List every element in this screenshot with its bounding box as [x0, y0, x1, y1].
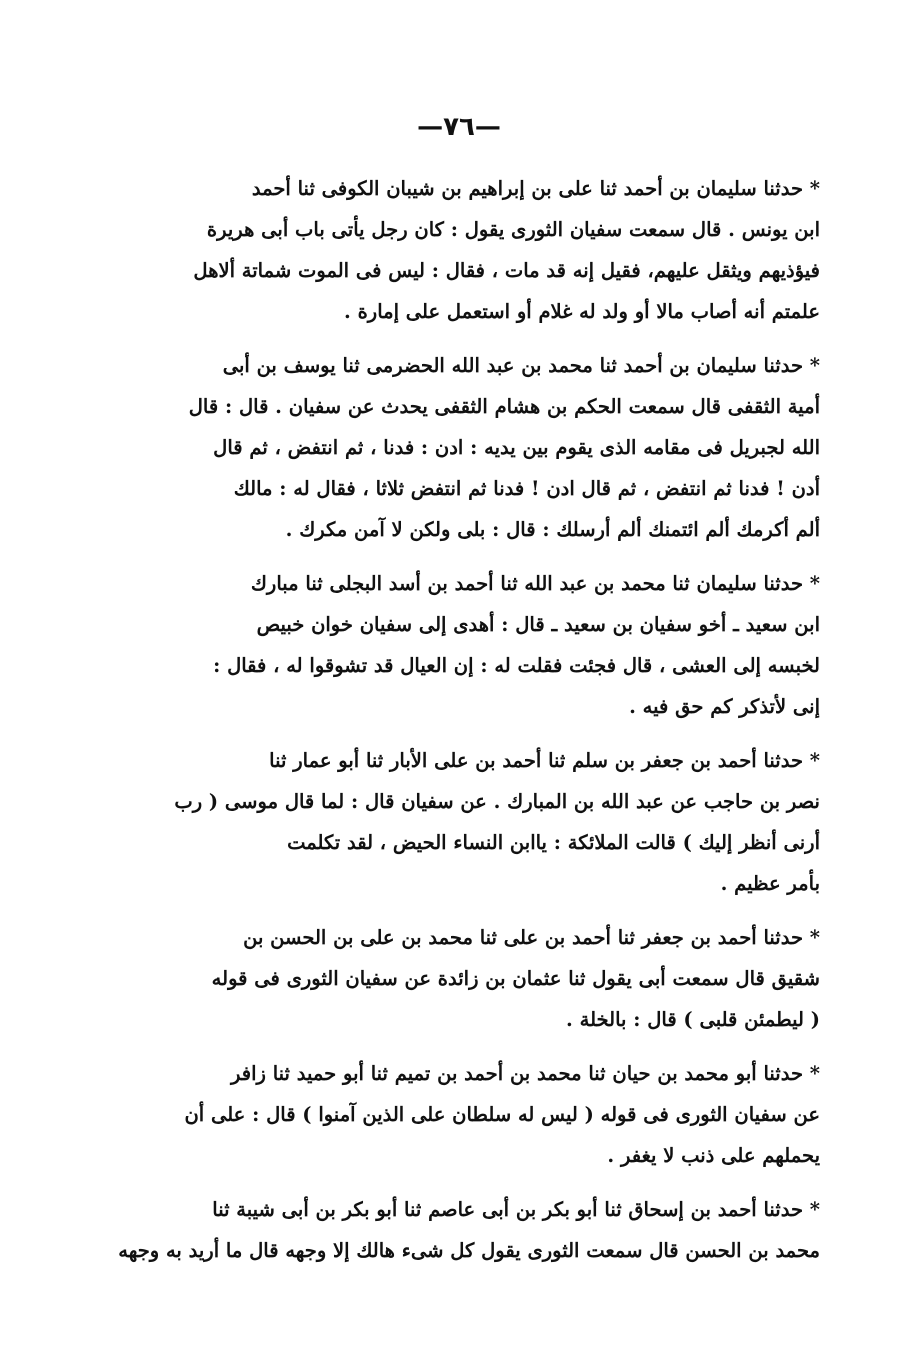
text-line: علمتم أنه أصاب مالا أو ولد له غلام أو استعمل على إمارة . [344, 300, 820, 323]
text-line: أرنى أنظر إليك ) قالت الملائكة : ياابن النساء الحيض ، لقد تكلمت [287, 831, 820, 854]
text-line: لخبسه إلى العشى ، قال فجئت فقلت له : إن العيال قد تشوقوا له ، فقال : [213, 654, 820, 677]
text-line: * حدثنا سليمان بن أحمد ثنا على بن إبراهيم بن شيبان الكوفى ثنا أحمد [251, 177, 820, 200]
text-line: فيؤذيهم ويثقل عليهم، فقيل إنه قد مات ، فقال : ليس فى الموت شماتة ألاهل [193, 259, 820, 282]
text-line: عن سفيان الثورى فى قوله ( ليس له سلطان على الذين آمنوا ) قال : على أن [184, 1103, 820, 1126]
paragraph-5 [108, 917, 820, 1040]
text-line: بأمر عظيم . [720, 872, 820, 895]
text-line: أمية الثقفى قال سمعت الحكم بن هشام الثقفى يحدث عن سفيان . قال : قال [188, 395, 820, 418]
page-body [108, 168, 820, 1284]
text-line: * حدثنا سليمان بن أحمد ثنا محمد بن عبد الله الحضرمى ثنا يوسف بن أبى [222, 354, 820, 377]
text-line: * حدثنا أبو محمد بن حيان ثنا محمد بن أحمد بن تميم ثنا أبو حميد ثنا زافر [231, 1062, 820, 1085]
paragraph-7 [108, 1189, 820, 1271]
text-line: الله لجبريل فى مقامه الذى يقوم بين يديه : ادن : فدنا ، ثم انتفض ، ثم قال [213, 436, 820, 459]
text-line: * حدثنا أحمد بن جعفر بن سلم ثنا أحمد بن على الأبار ثنا أبو عمار ثنا [269, 749, 820, 772]
text-line: شقيق قال سمعت أبى يقول ثنا عثمان بن زائدة عن سفيان الثورى فى قوله [211, 967, 820, 990]
text-line: * حدثنا سليمان ثنا محمد بن عبد الله ثنا أحمد بن أسد البجلى ثنا مبارك [250, 572, 820, 595]
paragraph-1 [108, 168, 820, 332]
text-line: نصر بن حاجب عن عبد الله بن المبارك . عن سفيان قال : لما قال موسى ( رب [174, 790, 820, 813]
text-line: * حدثنا أحمد بن جعفر ثنا أحمد بن على ثنا محمد بن على بن الحسن بن [243, 926, 820, 949]
text-line: يحملهم على ذنب لا يغفر . [607, 1144, 820, 1167]
page-number: —٧٦— [417, 112, 501, 142]
text-line: أدن ! فدنا ثم انتفض ، ثم قال ادن ! فدنا ثم انتفض ثلاثا ، فقال له : مالك [233, 477, 820, 500]
text-line: ابن سعيد ـ أخو سفيان بن سعيد ـ قال : أهدى إلى سفيان خوان خبيص [256, 613, 820, 636]
paragraph-6 [108, 1053, 820, 1176]
text-line: محمد بن الحسن قال سمعت الثورى يقول كل شىء هالك إلا وجهه قال ما أريد به وجهه [118, 1239, 820, 1262]
text-line: ابن يونس . قال سمعت سفيان الثورى يقول : كان رجل يأتى باب أبى هريرة [206, 218, 820, 241]
paragraph-3 [108, 563, 820, 727]
text-line: ألم أكرمك ألم ائتمنك ألم أرسلك : قال : بلى ولكن لا آمن مكرك . [285, 518, 820, 541]
paragraph-2 [108, 345, 820, 550]
text-line: إنى لأتذكر كم حق فيه . [629, 695, 820, 718]
text-line: ( ليطمئن قلبى ) قال : بالخلة . [566, 1008, 820, 1031]
text-line: * حدثنا أحمد بن إسحاق ثنا أبو بكر بن أبى عاصم ثنا أبو بكر بن أبى شيبة ثنا [212, 1198, 820, 1221]
paragraph-4 [108, 740, 820, 904]
